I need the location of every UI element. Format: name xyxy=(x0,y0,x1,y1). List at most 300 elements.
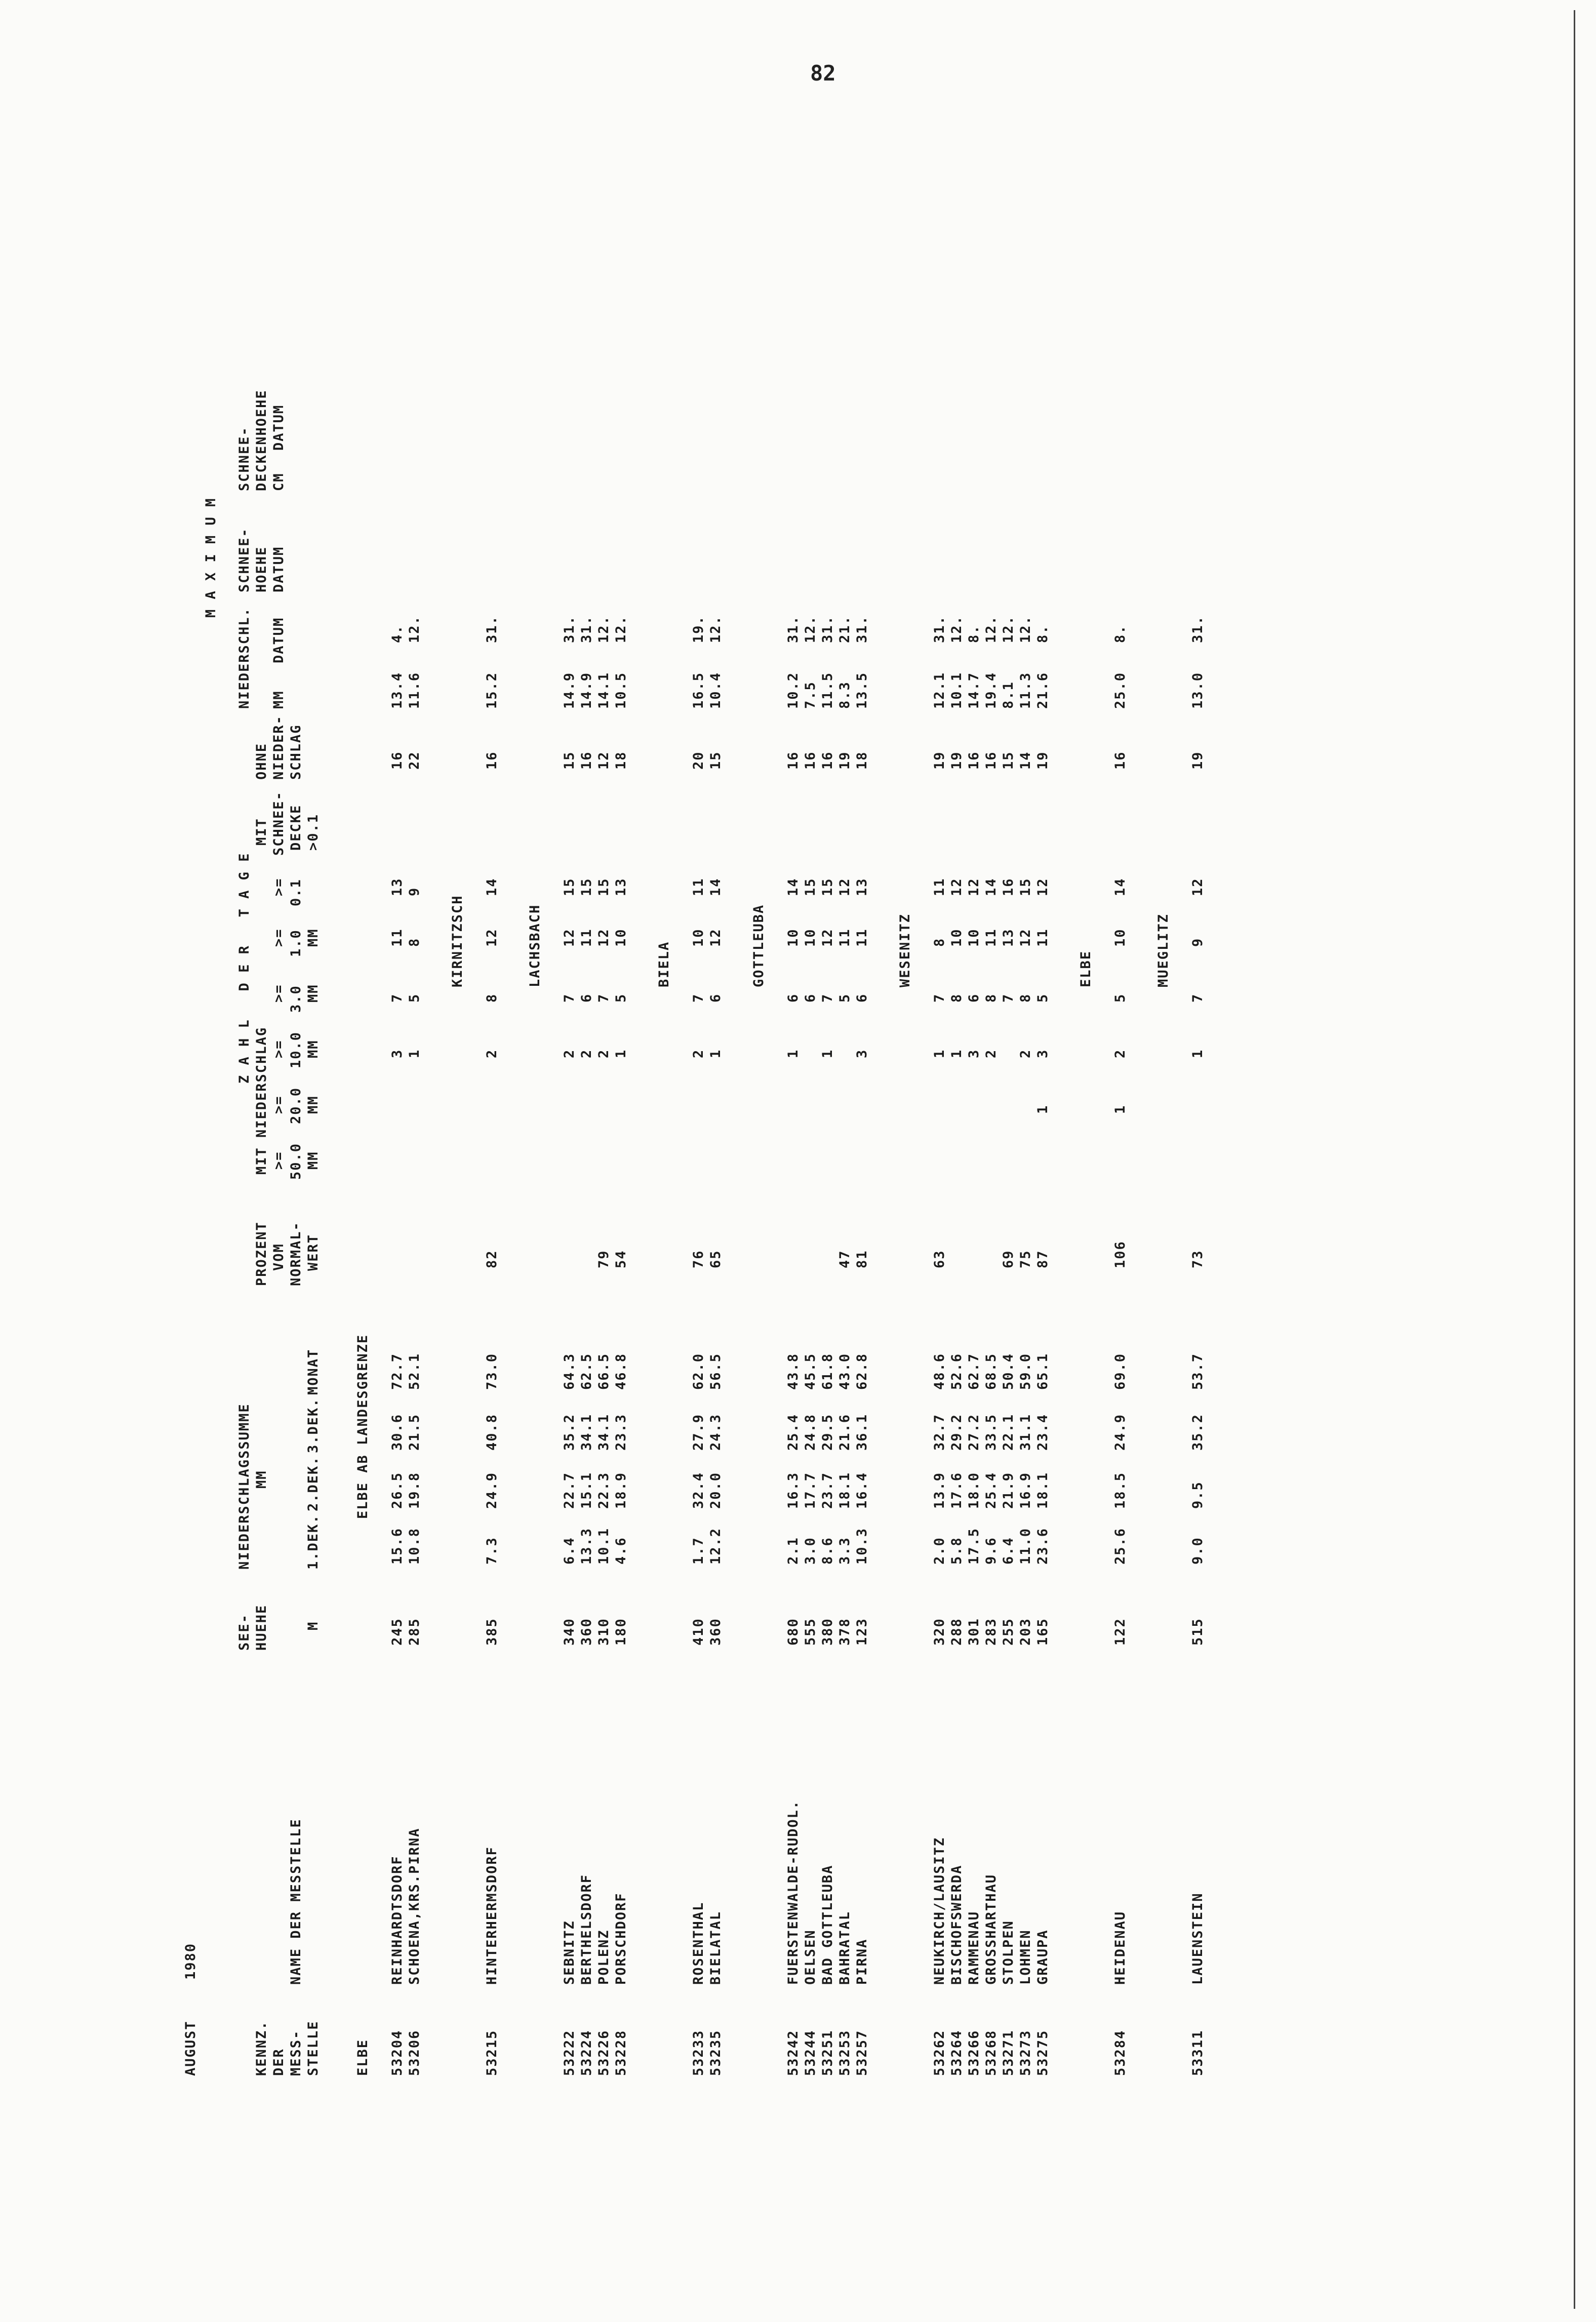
table-row xyxy=(948,203,966,2076)
col-nieder-unit: MM xyxy=(254,1470,269,1489)
dek2-value: 18.0 xyxy=(966,1471,982,1509)
max-date: 31. xyxy=(1190,615,1206,643)
dek3-value: 35.2 xyxy=(1190,1413,1206,1451)
col-maximum: M A X I M U M xyxy=(203,497,219,618)
day-count-2: 1 xyxy=(932,1049,947,1058)
table-row xyxy=(595,203,613,2076)
days-without: 16 xyxy=(966,751,982,770)
station-id: 53284 xyxy=(1112,2029,1128,2076)
max-sub-8: DECKENHOEHE xyxy=(254,389,269,491)
month-value: 65.1 xyxy=(1035,1352,1051,1390)
day-count-2: 1 xyxy=(820,1049,835,1058)
day-count-5: 13 xyxy=(613,877,629,896)
dek2-value: 22.3 xyxy=(596,1471,612,1509)
max-precip: 21.6 xyxy=(1035,671,1051,709)
th-ge-4: >= xyxy=(271,984,287,1003)
station-name: REINHARDTSDORF xyxy=(389,1855,405,1985)
day-count-3: 5 xyxy=(407,993,422,1003)
table-row xyxy=(389,203,406,2076)
table-row xyxy=(931,203,948,2076)
days-without: 16 xyxy=(484,751,500,770)
dek1-value: 12.2 xyxy=(708,1527,724,1565)
dek2-value: 25.4 xyxy=(983,1471,999,1509)
max-precip: 14.1 xyxy=(596,671,612,709)
th-ge-3: >= xyxy=(271,1039,287,1058)
day-count-3: 5 xyxy=(613,993,629,1003)
max-date: 12. xyxy=(803,615,818,643)
elevation: 378 xyxy=(837,1618,853,1646)
max-date: 8. xyxy=(966,624,982,643)
max-sub-3: DATUM xyxy=(271,617,287,663)
dek2-value: 26.5 xyxy=(389,1471,405,1509)
day-count-1: 1 xyxy=(1112,1104,1128,1114)
day-count-3: 7 xyxy=(820,993,835,1003)
dek2-value: 21.9 xyxy=(1001,1471,1016,1509)
day-count-2: 2 xyxy=(579,1049,594,1058)
day-count-3: 8 xyxy=(484,993,500,1003)
max-sub-4: SCHNEE- xyxy=(236,528,252,592)
dek3-value: 40.8 xyxy=(484,1413,500,1451)
section-title: GOTTLEUBA xyxy=(751,904,767,987)
day-count-2: 2 xyxy=(691,1049,706,1058)
day-count-4: 12 xyxy=(820,928,835,947)
rotated-table xyxy=(182,203,1509,2076)
max-precip: 14.9 xyxy=(562,671,577,709)
col-see-2: HUEHE xyxy=(254,1604,269,1651)
max-date: 31. xyxy=(562,615,577,643)
dek3-value: 21.5 xyxy=(407,1413,422,1451)
max-date: 31. xyxy=(932,615,947,643)
month-value: 48.6 xyxy=(932,1352,947,1390)
station-name: HEIDENAU xyxy=(1112,1910,1128,1985)
station-id: 53264 xyxy=(949,2029,965,2076)
table-row xyxy=(484,203,501,2076)
days-without: 16 xyxy=(803,751,818,770)
dek2-value: 9.5 xyxy=(1190,1481,1206,1509)
percent-normal: 65 xyxy=(708,1250,724,1268)
dek3-value: 34.1 xyxy=(596,1413,612,1451)
dek3-value: 30.6 xyxy=(389,1413,405,1451)
elevation: 203 xyxy=(1018,1618,1033,1646)
days-without: 15 xyxy=(708,751,724,770)
max-sub-9: CM xyxy=(271,472,287,491)
dek3-value: 24.8 xyxy=(803,1413,818,1451)
max-sub-2: MM xyxy=(271,690,287,709)
day-count-1: 1 xyxy=(1035,1104,1051,1114)
dek2-value: 20.0 xyxy=(708,1471,724,1509)
days-without: 18 xyxy=(613,751,629,770)
day-count-4: 12 xyxy=(562,928,577,947)
day-count-3: 7 xyxy=(1190,993,1206,1003)
day-count-4: 10 xyxy=(803,928,818,947)
day-count-4: 12 xyxy=(484,928,500,947)
dek1-value: 10.1 xyxy=(596,1527,612,1565)
station-name: LOHMEN xyxy=(1018,1929,1033,1985)
day-count-5: 12 xyxy=(1190,877,1206,896)
dek3-value: 22.1 xyxy=(1001,1413,1016,1451)
th-val-3: 10.0 xyxy=(288,1031,304,1068)
station-id: 53253 xyxy=(837,2029,853,2076)
max-date: 21. xyxy=(837,615,853,643)
day-count-5: 11 xyxy=(932,877,947,896)
table-row xyxy=(578,203,595,2076)
col-name: NAME DER MESSTELLE xyxy=(288,1818,304,1985)
day-count-2: 2 xyxy=(1112,1049,1128,1058)
col-see-4: M xyxy=(305,1621,321,1630)
month-value: 62.5 xyxy=(579,1352,594,1390)
station-id: 53257 xyxy=(854,2029,870,2076)
days-without: 14 xyxy=(1018,751,1033,770)
dek3-value: 27.9 xyxy=(691,1413,706,1451)
station-id: 53235 xyxy=(708,2029,724,2076)
day-count-3: 5 xyxy=(1035,993,1051,1003)
month-value: 62.7 xyxy=(966,1352,982,1390)
day-count-4: 11 xyxy=(579,928,594,947)
col-prozent-2: VOM xyxy=(271,1243,287,1271)
percent-normal: 69 xyxy=(1001,1250,1016,1268)
day-count-3: 6 xyxy=(785,993,801,1003)
dek1-value: 25.6 xyxy=(1112,1527,1128,1565)
day-count-5: 14 xyxy=(983,877,999,896)
dek3-value: 27.2 xyxy=(966,1413,982,1451)
col-prozent-4: WERT xyxy=(305,1233,321,1271)
dek3-value: 29.2 xyxy=(949,1413,965,1451)
dek1-value: 6.4 xyxy=(1001,1537,1016,1565)
max-sub-6: DATUM xyxy=(271,546,287,592)
month-value: 73.0 xyxy=(484,1352,500,1390)
elevation: 122 xyxy=(1112,1618,1128,1646)
station-id: 53242 xyxy=(785,2029,801,2076)
th-unit-1: MM xyxy=(305,1151,321,1170)
dek2-value: 18.1 xyxy=(837,1471,853,1509)
day-count-5: 12 xyxy=(1035,877,1051,896)
elevation: 555 xyxy=(803,1618,818,1646)
day-count-4: 12 xyxy=(596,928,612,947)
elevation: 360 xyxy=(708,1618,724,1646)
days-without: 16 xyxy=(579,751,594,770)
table-row xyxy=(983,203,1000,2076)
col-dek3: 3.DEK. xyxy=(305,1397,321,1453)
month-value: 53.7 xyxy=(1190,1352,1206,1390)
station-id: 53273 xyxy=(1018,2029,1033,2076)
day-count-2: 2 xyxy=(484,1049,500,1058)
station-name: ROSENTHAL xyxy=(691,1901,706,1985)
dek3-value: 35.2 xyxy=(562,1413,577,1451)
col-kennz-3: MESS- xyxy=(288,2029,304,2076)
station-id: 53206 xyxy=(407,2029,422,2076)
th-ge-1: >= xyxy=(271,1151,287,1170)
day-count-3: 8 xyxy=(1018,993,1033,1003)
day-count-5: 15 xyxy=(1018,877,1033,896)
dek3-value: 36.1 xyxy=(854,1413,870,1451)
day-count-3: 6 xyxy=(579,993,594,1003)
dek2-value: 16.9 xyxy=(1018,1471,1033,1509)
station-name: PIRNA xyxy=(854,1938,870,1985)
day-count-4: 8 xyxy=(932,937,947,947)
max-precip: 11.3 xyxy=(1018,671,1033,709)
dek3-value: 23.4 xyxy=(1035,1413,1051,1451)
month-value: 56.5 xyxy=(708,1352,724,1390)
table-row xyxy=(785,203,802,2076)
elevation: 515 xyxy=(1190,1618,1206,1646)
max-sub-10: DATUM xyxy=(271,404,287,451)
day-count-5: 12 xyxy=(949,877,965,896)
day-count-4: 12 xyxy=(1018,928,1033,947)
day-count-2: 2 xyxy=(983,1049,999,1058)
month-value: 62.8 xyxy=(854,1352,870,1390)
station-id: 53266 xyxy=(966,2029,982,2076)
max-precip: 10.4 xyxy=(708,671,724,709)
max-date: 12. xyxy=(407,615,422,643)
dek1-value: 9.0 xyxy=(1190,1537,1206,1565)
percent-normal: 79 xyxy=(596,1250,612,1268)
dek2-value: 23.7 xyxy=(820,1471,835,1509)
th-unit-5: MM xyxy=(305,928,321,947)
max-date: 31. xyxy=(820,615,835,643)
day-count-5: 13 xyxy=(389,877,405,896)
station-name: GROSSHARTHAU xyxy=(983,1873,999,1985)
max-date: 31. xyxy=(854,615,870,643)
day-count-3: 6 xyxy=(854,993,870,1003)
col-dek2: 2.DEK. xyxy=(305,1456,321,1511)
day-count-2: 3 xyxy=(854,1049,870,1058)
elevation: 340 xyxy=(562,1618,577,1646)
month-value: 43.0 xyxy=(837,1352,853,1390)
col-prozent-1: PROZENT xyxy=(254,1221,269,1286)
day-count-3: 5 xyxy=(837,993,853,1003)
dek2-value: 15.1 xyxy=(579,1471,594,1509)
station-name: NEUKIRCH/LAUSITZ xyxy=(932,1836,947,1985)
percent-normal: 75 xyxy=(1018,1250,1033,1268)
max-date: 12. xyxy=(983,615,999,643)
station-id: 53262 xyxy=(932,2029,947,2076)
station-name: POLENZ xyxy=(596,1929,612,1985)
col-kennz-2: DER xyxy=(271,2048,287,2076)
day-count-4: 10 xyxy=(785,928,801,947)
max-precip: 7.5 xyxy=(803,681,818,709)
elevation: 360 xyxy=(579,1618,594,1646)
day-count-4: 11 xyxy=(837,928,853,947)
table-row xyxy=(854,203,871,2076)
section-subtitle: ELBE AB LANDESGRENZE xyxy=(355,1334,371,1519)
percent-normal: 54 xyxy=(613,1250,629,1268)
page-number: 82 xyxy=(810,61,836,86)
table-row xyxy=(1034,203,1052,2076)
days-without: 15 xyxy=(1001,751,1016,770)
elevation: 255 xyxy=(1001,1618,1016,1646)
dek2-value: 19.8 xyxy=(407,1471,422,1509)
days-without: 19 xyxy=(837,751,853,770)
station-name: BAHRATAL xyxy=(837,1910,853,1985)
max-precip: 13.5 xyxy=(854,671,870,709)
dek2-value: 18.5 xyxy=(1112,1471,1128,1509)
max-precip: 11.6 xyxy=(407,671,422,709)
dek1-value: 8.6 xyxy=(820,1537,835,1565)
col-see-1: SEE- xyxy=(236,1613,252,1651)
elevation: 320 xyxy=(932,1618,947,1646)
max-date: 19. xyxy=(691,615,706,643)
month-value: 61.8 xyxy=(820,1352,835,1390)
dek2-value: 18.1 xyxy=(1035,1471,1051,1509)
station-id: 53226 xyxy=(596,2029,612,2076)
table-row xyxy=(966,203,983,2076)
dek3-value: 21.6 xyxy=(837,1413,853,1451)
max-precip: 10.5 xyxy=(613,671,629,709)
days-without: 19 xyxy=(949,751,965,770)
day-count-3: 7 xyxy=(562,993,577,1003)
max-sub-7: SCHNEE- xyxy=(236,426,252,491)
days-without: 18 xyxy=(854,751,870,770)
dek2-value: 16.3 xyxy=(785,1471,801,1509)
dek1-value: 5.8 xyxy=(949,1537,965,1565)
days-without: 16 xyxy=(1112,751,1128,770)
station-id: 53224 xyxy=(579,2029,594,2076)
day-count-5: 13 xyxy=(854,877,870,896)
max-precip: 19.4 xyxy=(983,671,999,709)
max-precip: 15.2 xyxy=(484,671,500,709)
dek1-value: 11.0 xyxy=(1018,1527,1033,1565)
dek3-value: 24.9 xyxy=(1112,1413,1128,1451)
col-schnee-1: MIT xyxy=(254,818,269,846)
station-id: 53275 xyxy=(1035,2029,1051,2076)
max-date: 31. xyxy=(785,615,801,643)
day-count-5: 14 xyxy=(1112,877,1128,896)
elevation: 288 xyxy=(949,1618,965,1646)
station-name: BIELATAL xyxy=(708,1910,724,1985)
max-date: 12. xyxy=(613,615,629,643)
day-count-5: 15 xyxy=(596,877,612,896)
max-precip: 13.0 xyxy=(1190,671,1206,709)
station-name: RAMMENAU xyxy=(966,1910,982,1985)
day-count-4: 12 xyxy=(708,928,724,947)
elevation: 123 xyxy=(854,1618,870,1646)
days-without: 19 xyxy=(1190,751,1206,770)
col-monat: MONAT xyxy=(305,1348,321,1395)
dek2-value: 24.9 xyxy=(484,1471,500,1509)
col-ohne-1: OHNE xyxy=(254,742,269,780)
day-count-5: 16 xyxy=(1001,877,1016,896)
dek3-value: 32.7 xyxy=(932,1413,947,1451)
station-id: 53233 xyxy=(691,2029,706,2076)
day-count-5: 15 xyxy=(803,877,818,896)
day-count-2: 3 xyxy=(966,1049,982,1058)
day-count-2: 2 xyxy=(1018,1049,1033,1058)
dek3-value: 34.1 xyxy=(579,1413,594,1451)
section-title: ELBE xyxy=(1078,950,1094,987)
station-id: 53251 xyxy=(820,2029,835,2076)
max-date: 8. xyxy=(1035,624,1051,643)
day-count-3: 7 xyxy=(389,993,405,1003)
max-precip: 11.5 xyxy=(820,671,835,709)
station-id: 53215 xyxy=(484,2029,500,2076)
days-without: 22 xyxy=(407,751,422,770)
station-name: GRAUPA xyxy=(1035,1929,1051,1985)
table-row xyxy=(836,203,854,2076)
day-count-3: 7 xyxy=(596,993,612,1003)
col-schnee-2: SCHNEE- xyxy=(271,791,287,856)
table-row xyxy=(1112,203,1129,2076)
section-title: ELBE xyxy=(355,2038,371,2076)
max-precip: 25.0 xyxy=(1112,671,1128,709)
month-value: 52.1 xyxy=(407,1352,422,1390)
dek3-value: 24.3 xyxy=(708,1413,724,1451)
percent-normal: 63 xyxy=(932,1250,947,1268)
col-ohne-2: NIEDER- xyxy=(271,715,287,780)
dek2-value: 13.9 xyxy=(932,1471,947,1509)
max-precip: 14.7 xyxy=(966,671,982,709)
col-dek1: 1.DEK. xyxy=(305,1514,321,1570)
table-row xyxy=(690,203,707,2076)
col-kennz-1: KENNZ. xyxy=(254,2020,269,2076)
days-without: 16 xyxy=(983,751,999,770)
percent-normal: 76 xyxy=(691,1250,706,1268)
max-precip: 14.9 xyxy=(579,671,594,709)
day-count-5: 15 xyxy=(579,877,594,896)
month-value: 64.3 xyxy=(562,1352,577,1390)
day-count-2: 1 xyxy=(708,1049,724,1058)
elevation: 283 xyxy=(983,1618,999,1646)
day-count-2: 3 xyxy=(1035,1049,1051,1058)
day-count-2: 2 xyxy=(562,1049,577,1058)
station-id: 53228 xyxy=(613,2029,629,2076)
elevation: 245 xyxy=(389,1618,405,1646)
elevation: 285 xyxy=(407,1618,422,1646)
section-title: KIRNITZSCH xyxy=(450,895,465,987)
col-ohne-3: SCHLAG xyxy=(288,724,304,780)
elevation: 310 xyxy=(596,1618,612,1646)
day-count-5: 14 xyxy=(484,877,500,896)
dek3-value: 29.5 xyxy=(820,1413,835,1451)
max-date: 12. xyxy=(1001,615,1016,643)
month-value: 50.4 xyxy=(1001,1352,1016,1390)
table-row xyxy=(561,203,578,2076)
col-zahl-header: Z A H L D E R T A G E xyxy=(236,852,252,1084)
dek1-value: 23.6 xyxy=(1035,1527,1051,1565)
percent-normal: 73 xyxy=(1190,1250,1206,1268)
dek1-value: 6.4 xyxy=(562,1537,577,1565)
dek1-value: 3.3 xyxy=(837,1537,853,1565)
station-name: HINTERHERMSDORF xyxy=(484,1846,500,1985)
month-value: 52.6 xyxy=(949,1352,965,1390)
day-count-3: 8 xyxy=(949,993,965,1003)
station-id: 53311 xyxy=(1190,2029,1206,2076)
section-title: BIELA xyxy=(656,941,672,987)
th-ge-6: >= xyxy=(271,877,287,896)
day-count-2: 3 xyxy=(389,1049,405,1058)
day-count-3: 5 xyxy=(1112,993,1128,1003)
percent-normal: 106 xyxy=(1112,1240,1128,1268)
max-date: 12. xyxy=(708,615,724,643)
max-precip: 8.1 xyxy=(1001,681,1016,709)
max-sub-5: HOEHE xyxy=(254,546,269,592)
day-count-2: 1 xyxy=(785,1049,801,1058)
th-unit-4: MM xyxy=(305,984,321,1003)
elevation: 410 xyxy=(691,1618,706,1646)
day-count-4: 10 xyxy=(1112,928,1128,947)
dek1-value: 10.8 xyxy=(407,1527,422,1565)
day-count-3: 7 xyxy=(1001,993,1016,1003)
dek2-value: 17.7 xyxy=(803,1471,818,1509)
dek3-value: 31.1 xyxy=(1018,1413,1033,1451)
day-count-4: 11 xyxy=(854,928,870,947)
station-id: 53222 xyxy=(562,2029,577,2076)
max-precip: 10.2 xyxy=(785,671,801,709)
station-name: BAD GOTTLEUBA xyxy=(820,1864,835,1985)
dek1-value: 2.0 xyxy=(932,1537,947,1565)
section-title: WESENITZ xyxy=(897,913,913,987)
day-count-4: 10 xyxy=(613,928,629,947)
days-without: 12 xyxy=(596,751,612,770)
